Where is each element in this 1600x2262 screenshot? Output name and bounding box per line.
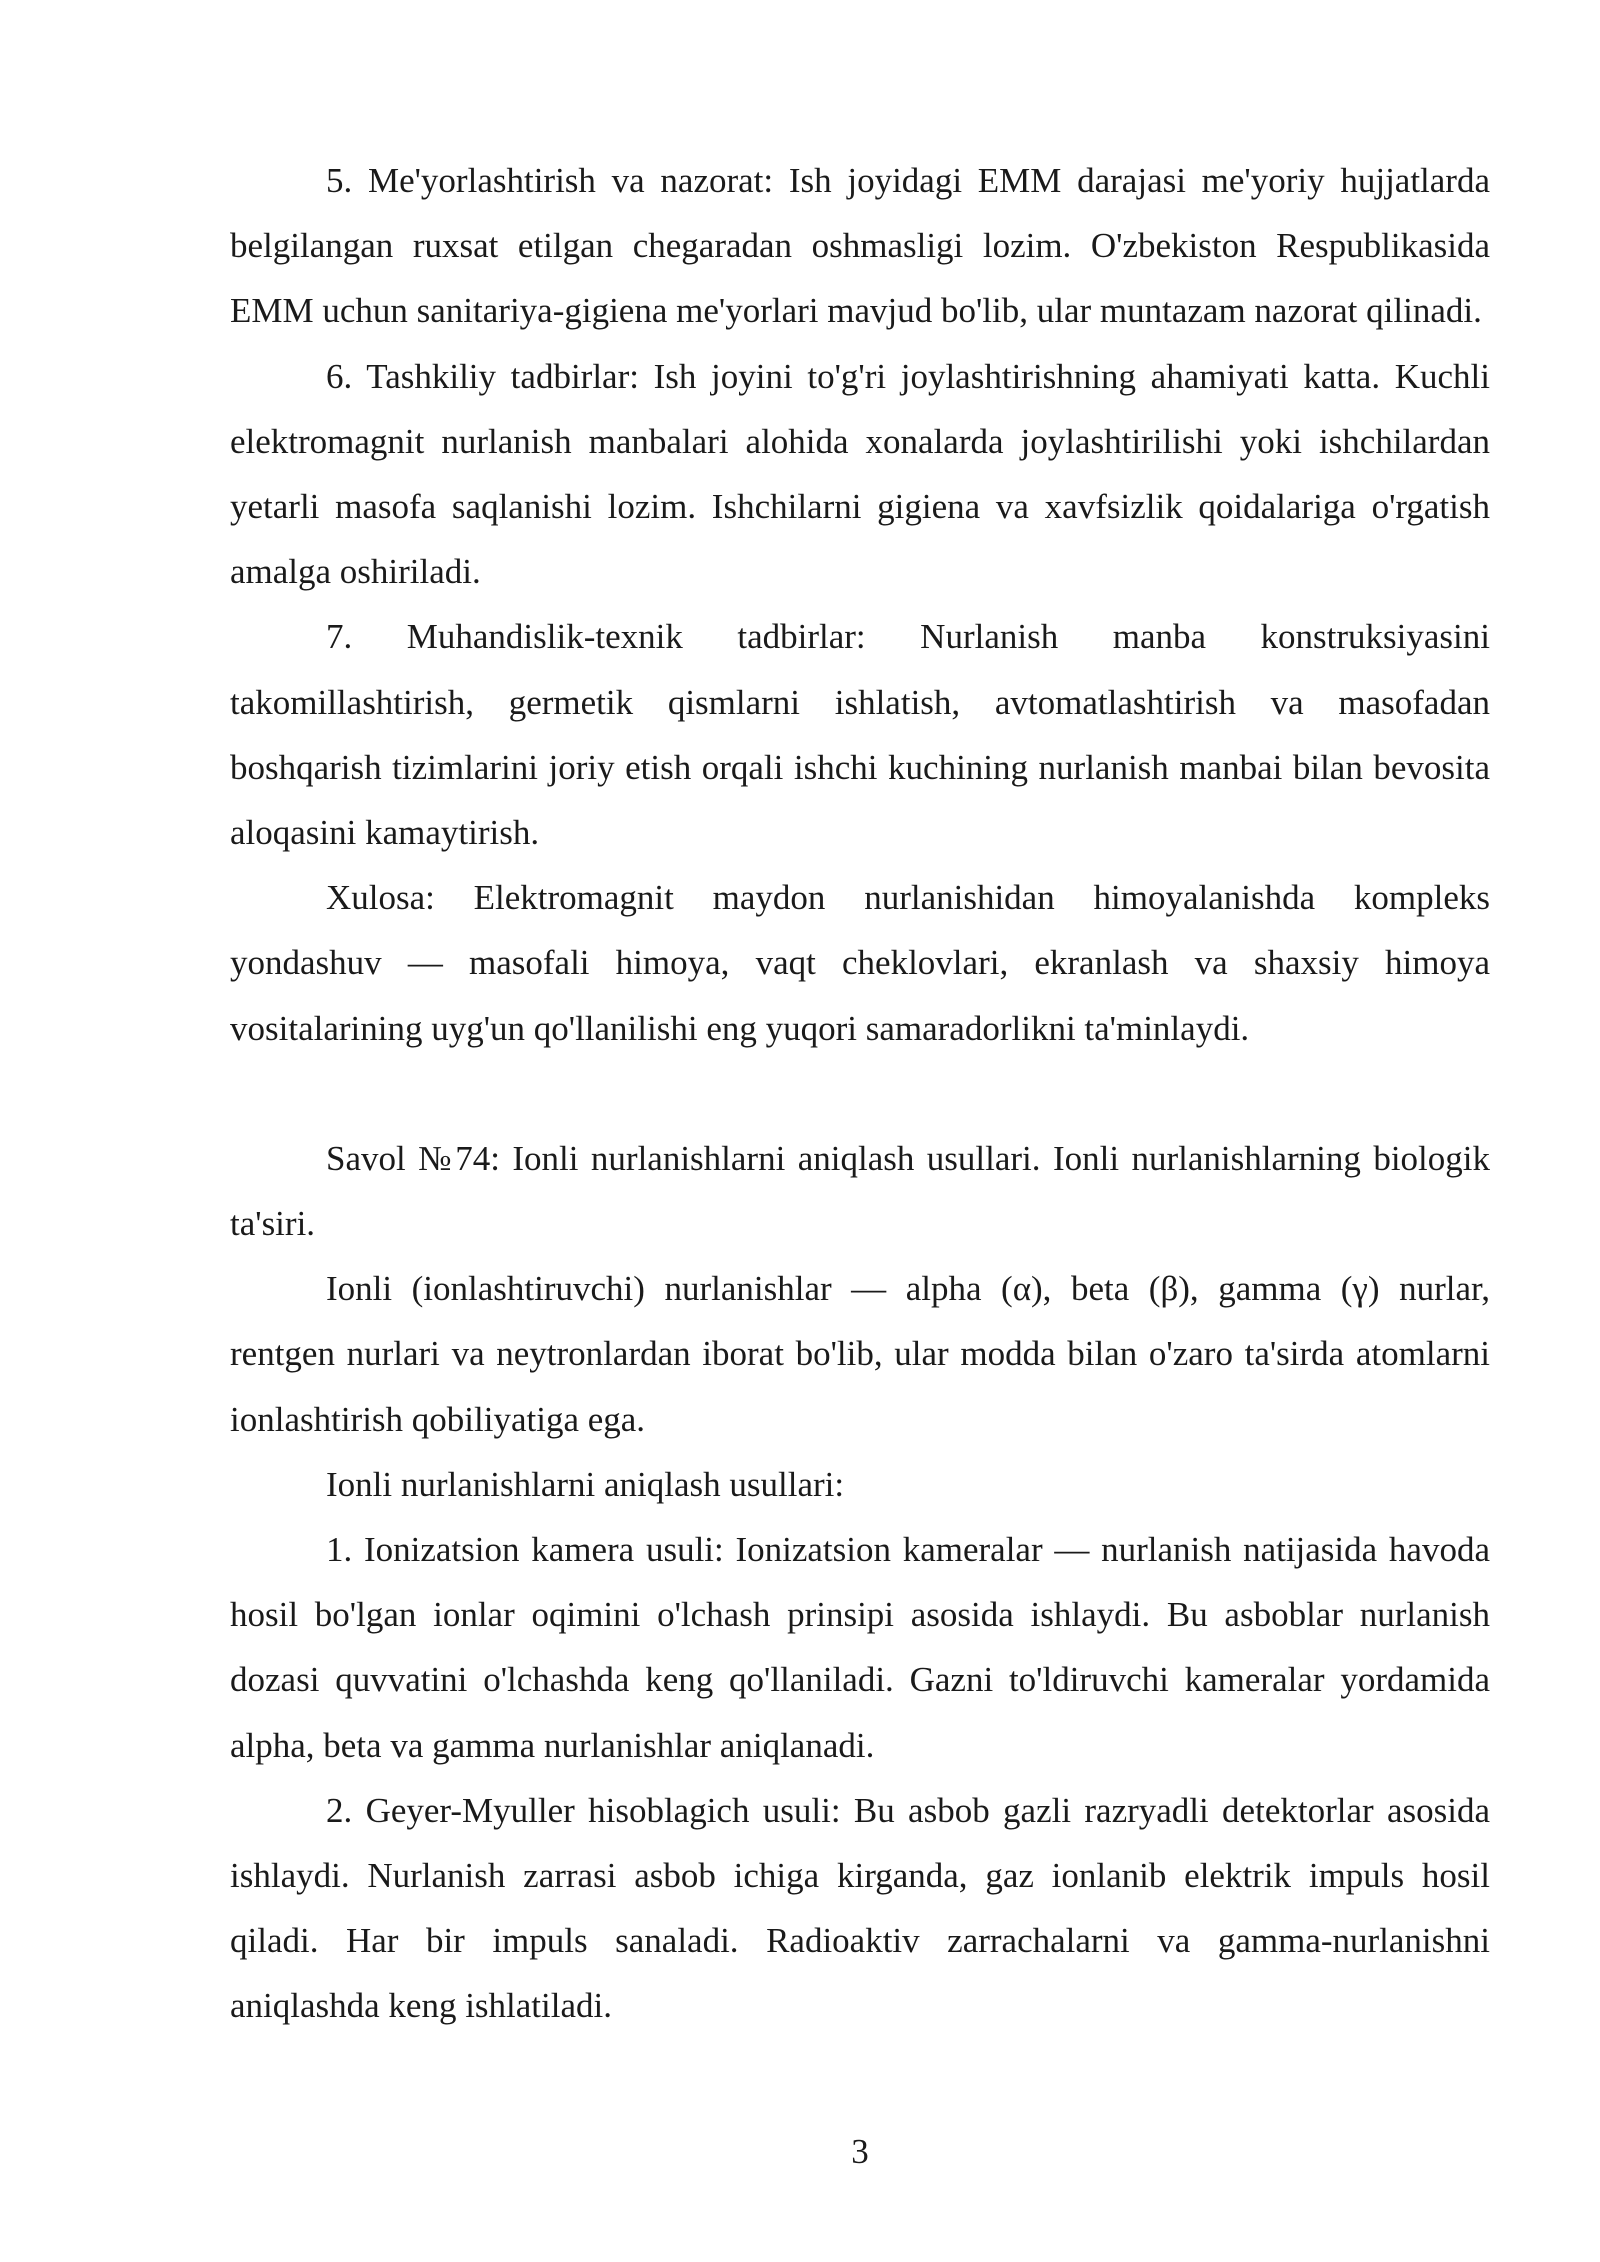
paragraph-method-2: 2. Geyer-Myuller hisoblagich usuli: Bu asbob gazli razryadli detektorlar asosida ishlaydi. Nurlanish zarrasi asbob ichiga kirganda, gaz ionlanib elektrik impuls hosil qiladi. Har bir impuls sanaladi. Radioaktiv zarrachalarni va gamma-nurlanishni aniqlashda keng ishlatiladi. (230, 1790, 1490, 2026)
document-page (230, 148, 1490, 2039)
paragraph-conclusion: Xulosa: Elektromagnit maydon nurlanishidan himoyalanishda kompleks yondashuv — masofali himoya, vaqt cheklovlari, ekranlash va shaxsiy himoya vositalarining uyg'un qo'llanilishi eng yuqori samaradorlikni ta'minlaydi. (230, 878, 1490, 1048)
section-gap (230, 1061, 1490, 1126)
paragraph-item-7-engineering: 7. Muhandislik-texnik tadbirlar: Nurlanish manba konstruksiyasini takomillashtirish, germetik qismlarni ishlatish, avtomatlashtirish va masofadan boshqarish tizimlarini joriy etish orqali ishchi kuchining nurlanish manbai bilan bevosita aloqasini kamaytirish. (230, 617, 1490, 853)
question-heading: Savol №74: Ionli nurlanishlarni aniqlash usullari. Ionli nurlanishlarning biologik ta'siri. (230, 1138, 1490, 1244)
paragraph-item-6-organizational: 6. Tashkiliy tadbirlar: Ish joyini to'g'ri joylashtirishning ahamiyati katta. Kuchli elektromagnit nurlanish manbalari alohida xonalarda joylashtirilishi yoki ishchilardan yetarli masofa saqlanishi lozim. Ishchilarni gigiena va xavfsizlik qoidalariga o'rgatish amalga oshiriladi. (230, 356, 1490, 592)
paragraph-definition: Ionli (ionlashtiruvchi) nurlanishlar — alpha (α), beta (β), gamma (γ) nurlar, rentgen nurlari va neytronlardan iborat bo'lib, ular modda bilan o'zaro ta'sirda atomlarni ionlashtirish qobiliyatiga ega. (230, 1269, 1490, 1439)
paragraph-item-5-normalization: 5. Me'yorlashtirish va nazorat: Ish joyidagi EMM darajasi me'yoriy hujjatlarda belgilangan ruxsat etilgan chegaradan oshmasligi lozim. O'zbekiston Respublikasida EMM uchun sanitariya-gigiena me'yorlari mavjud bo'lib, ular muntazam nazorat qilinadi. (230, 161, 1490, 331)
paragraph-methods-intro: Ionli nurlanishlarni aniqlash usullari: (326, 1464, 845, 1504)
paragraph-method-1: 1. Ionizatsion kamera usuli: Ionizatsion kameralar — nurlanish natijasida havoda hosil bo'lgan ionlar oqimini o'lchash prinsipi asosida ishlaydi. Bu asboblar nurlanish dozasi quvvatini o'lchashda keng qo'llaniladi. Gazni to'ldiruvchi kameralar yordamida alpha, beta va gamma nurlanishlar aniqlanadi. (230, 1530, 1490, 1765)
page-number: 3 (851, 2132, 869, 2171)
